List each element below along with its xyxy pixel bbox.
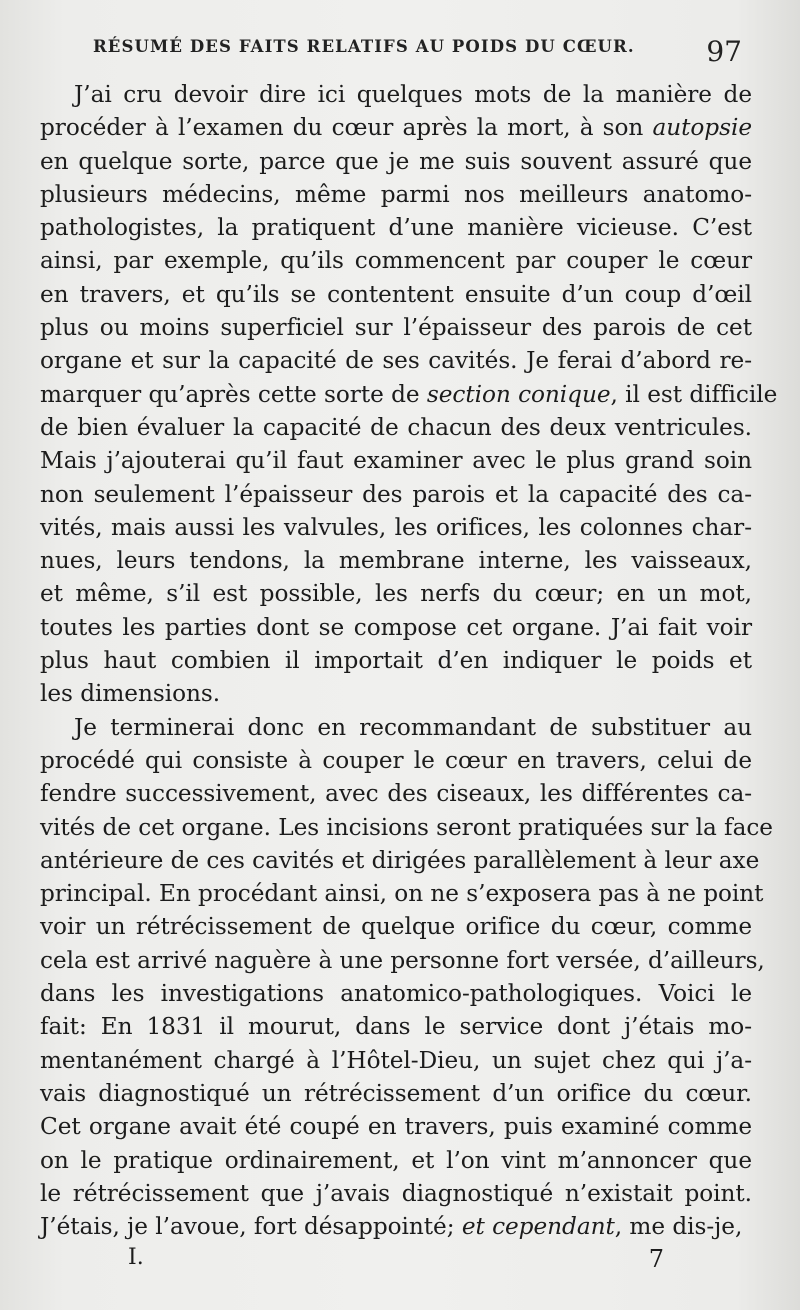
line-text: J’étais, je l’avoue, fort désappointé; [40,1213,462,1241]
line-text: non seulement l’épaisseur des parois et la capacité des ca- [40,480,752,508]
page-footer [128,1245,664,1273]
page-header [93,35,742,68]
text-line [40,278,752,311]
sheet-number: 7 [648,1245,664,1273]
running-head: RÉSUMÉ DES FAITS RELATIFS AU POIDS DU CŒUR. [93,37,635,56]
line-text: les dimensions. [40,680,221,708]
line-text: fendre successivement, avec des ciseaux, les différentes ca- [40,780,752,808]
line-text: plusieurs médecins, même parmi nos meilleurs anatomo- [40,180,752,208]
signature-mark: I. [128,1245,144,1270]
line-text-continued: , il est difficile [610,380,778,408]
text-line [40,411,752,444]
line-text: le rétrécissement que j’avais diagnostiqué n’existait point. [40,1179,752,1207]
italic-text: autopsie [652,114,752,142]
line-text: nues, leurs tendons, la membrane interne, les vaisseaux, [40,547,752,575]
text-line [40,844,760,877]
line-text: dans les investigations anatomico-pathologiques. Voici le [40,980,752,1008]
line-text: procédé qui consiste à couper le cœur en travers, celui de [40,746,752,774]
text-line [40,677,752,710]
text-line [40,644,752,677]
text-line [40,611,752,644]
text-line [40,711,752,744]
text-line [40,511,752,544]
body-text [40,78,778,1243]
text-line [40,944,765,977]
line-text: vités de cet organe. Les incisions seront pratiquées sur la face [40,813,773,841]
line-text: organe et sur la capacité de ses cavités. Je ferai d’abord re- [40,347,752,375]
text-line [40,478,752,511]
text-line [40,1210,752,1243]
line-text: Je terminerai donc en recommandant de substituer au [74,713,752,741]
text-line [40,977,752,1010]
italic-text: section conique [426,380,611,408]
text-line [40,811,773,844]
line-text: fait: En 1831 il mourut, dans le service dont j’étais mo- [40,1013,752,1041]
text-line [40,145,752,178]
line-text: J’ai cru devoir dire ici quelques mots de la manière de [74,81,752,108]
text-line [40,910,752,943]
text-line [40,344,752,377]
text-line [40,211,752,244]
line-text: Cet organe avait été coupé en travers, puis examiné comme [40,1113,752,1141]
line-text: principal. En procédant ainsi, on ne s’exposera pas à ne point [40,880,764,908]
text-line [40,1077,752,1110]
line-text: toutes les parties dont se compose cet organe. J’ai fait voir [40,613,752,641]
line-text: on le pratique ordinairement, et l’on vint m’annoncer que [40,1146,752,1174]
text-line [40,78,752,111]
line-text: ainsi, par exemple, qu’ils commencent par couper le cœur [40,247,752,275]
line-text: plus haut combien il importait d’en indiquer le poids et [40,647,752,675]
text-line [40,544,752,577]
line-text: mentanément chargé à l’Hôtel-Dieu, un sujet chez qui j’a- [40,1046,752,1074]
line-text: de bien évaluer la capacité de chacun des deux ventricules. [40,413,752,441]
line-text: en travers, et qu’ils se contentent ensuite d’un coup d’œil [40,280,752,308]
text-line [40,877,764,910]
text-line [40,1177,752,1210]
line-text: procéder à l’examen du cœur après la mort, à son [40,114,653,142]
text-line [40,444,752,477]
text-line [40,244,752,277]
text-line [40,1044,752,1077]
page-number: 97 [706,35,742,68]
text-line [40,577,752,610]
text-line [40,744,752,777]
text-line [40,1110,752,1143]
paragraph [40,711,773,1244]
line-text: Mais j’ajouterai qu’il faut examiner avec le plus grand soin [40,447,752,475]
text-line [40,1010,752,1043]
text-line [40,378,778,411]
line-text: pathologistes, la pratiquent d’une manière vicieuse. C’est [40,214,752,242]
line-text: voir un rétrécissement de quelque orifice du cœur, comme [40,913,752,941]
line-text: plus ou moins superficiel sur l’épaisseur des parois de cet [40,314,752,342]
line-text: vités, mais aussi les valvules, les orifices, les colonnes char- [40,513,752,541]
text-line [40,777,752,810]
line-text: vais diagnostiqué un rétrécissement d’un orifice du cœur. [40,1079,752,1107]
text-line [40,111,752,144]
italic-text: et cependant [461,1213,615,1241]
line-text: et même, s’il est possible, les nerfs du cœur; en un mot, [40,580,752,608]
line-text: antérieure de ces cavités et dirigées parallèlement à leur axe [40,846,760,874]
line-text: en quelque sorte, parce que je me suis souvent assuré que [40,147,752,175]
line-text: marquer qu’après cette sorte de [40,380,427,408]
line-text: cela est arrivé naguère à une personne fort versée, d’ailleurs, [40,946,765,974]
paragraph [40,78,778,711]
text-line [40,178,752,211]
text-line [40,1144,752,1177]
line-text-continued: , me dis-je, [614,1213,743,1241]
text-line [40,311,752,344]
